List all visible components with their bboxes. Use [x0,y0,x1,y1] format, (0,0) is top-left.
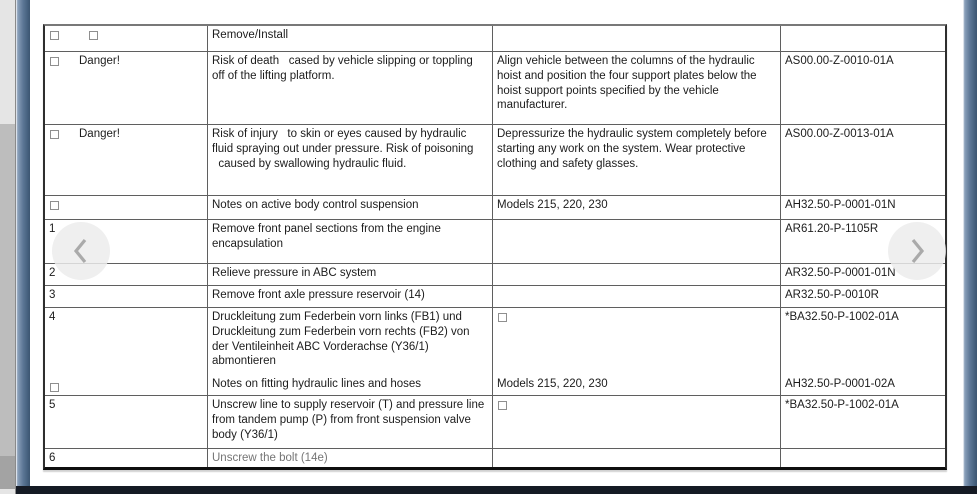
cell-marker [45,52,207,124]
table-row [45,52,945,125]
cell-text: Notes on fitting hydraulic lines and hoses [212,378,422,391]
chevron-left-icon [70,235,92,267]
cell-text: Unscrew the bolt (14e) [212,452,328,464]
cell-marker [45,449,207,467]
cell-description [207,308,492,395]
cell-remedy [492,220,780,263]
window-bottom-bar [16,486,977,494]
cell-document-number [780,308,945,395]
table-row [45,264,945,286]
cell-description [207,220,492,263]
cell-text: 6 [49,452,56,464]
cell-description [207,125,492,195]
marker-label: Danger! [79,55,120,67]
cell-text: Druckleitung zum Federbein vorn links (FB1) und Druckleitung zum Federbein vorn rechts (FB2) von der Ventileinheit ABC Vorderachse (Y36/1) abmontieren [212,311,473,368]
cell-document-number [780,26,945,51]
window-edge-left-bar [16,0,30,494]
cell-marker [45,196,207,219]
cell-text: AR32.50-P-0001-01N [785,267,896,279]
cell-remedy [492,52,780,124]
cell-marker [45,286,207,307]
marker-label: Danger! [79,128,120,140]
row-checkbox[interactable] [89,31,98,40]
table-row [45,125,945,196]
cell-text: *BA32.50-P-1002-01A [785,399,899,411]
row-checkbox[interactable] [50,130,59,139]
cell-description [207,196,492,219]
table-row [45,286,945,308]
cell-text: AS00.00-Z-0010-01A [785,55,894,67]
left-scrollbar-thumb[interactable] [0,124,15,456]
cell-text: Align vehicle between the columns of the hydraulic hoist and position the four support plates below the hoist support points specified by the vehicle manufacturer. [497,55,760,112]
cell-text: Notes on active body control suspension [212,199,419,211]
cell-text: Relieve pressure in ABC system [212,267,377,279]
prev-page-button[interactable] [52,222,110,280]
cell-remedy [492,449,780,467]
cell-document-number [780,449,945,467]
cell-text: Models 215, 220, 230 [497,378,608,391]
cell-remedy [492,26,780,51]
document-page [30,0,963,486]
cell-text: Depressurize the hydraulic system completely before starting any work on the system. Wear protective clothing and safety glasses. [497,128,770,170]
cell-description [207,26,492,51]
cell-description [207,396,492,448]
cell-description [207,286,492,307]
row-checkbox[interactable] [498,313,507,322]
table-row [45,308,945,396]
cell-document-number [780,52,945,124]
chevron-right-icon [906,235,928,267]
cell-text: 2 [49,267,56,279]
row-checkbox[interactable] [50,31,59,40]
cell-text: AH32.50-P-0001-01N [785,199,896,211]
cell-document-number [780,286,945,307]
cell-remedy [492,396,780,448]
cell-document-number [780,125,945,195]
cell-document-number [780,196,945,219]
table-row [45,26,945,52]
next-page-button[interactable] [888,222,946,280]
cell-remedy [492,308,780,395]
cell-description [207,264,492,285]
table-row [45,196,945,220]
cell-text: Risk of death cased by vehicle slipping or toppling off of the lifting platform. [212,55,477,82]
cell-marker [45,26,207,51]
table-row [45,220,945,264]
cell-description [207,449,492,467]
cell-marker [45,308,207,395]
cell-text: Remove/Install [212,29,289,41]
cell-text: 1 [49,223,56,235]
cell-text: *BA32.50-P-1002-01A [785,311,899,323]
cell-description [207,52,492,124]
cell-text: 4 [49,311,56,323]
cell-remedy [492,125,780,195]
cell-text: Remove front panel sections from the engine encapsulation [212,223,445,250]
cell-marker [45,125,207,195]
procedure-table [43,24,947,470]
left-scrollbar-track[interactable] [0,0,16,494]
cell-text: Models 215, 220, 230 [497,199,608,211]
cell-remedy [492,196,780,219]
cell-text: Unscrew line to supply reservoir (T) and pressure line from tandem pump (P) from front suspension valve body (Y36/1) [212,399,488,441]
cell-remedy [492,286,780,307]
table-row [45,396,945,449]
row-checkbox[interactable] [50,201,59,210]
cell-text: AR61.20-P-1105R [785,223,879,235]
cell-text: 5 [49,399,56,411]
row-checkbox[interactable] [50,383,59,392]
cell-text: Remove front axle pressure reservoir (14) [212,289,425,301]
cell-text: Risk of injury to skin or eyes caused by hydraulic fluid spraying out under pressure. Risk of poisoning caused by swallowing hydraulic fluid. [212,128,477,170]
cell-text: AR32.50-P-0010R [785,289,879,301]
table-row [45,449,945,467]
cell-text: 3 [49,289,56,301]
row-checkbox[interactable] [50,57,59,66]
cell-text: AS00.00-Z-0013-01A [785,128,894,140]
left-scrollbar-end[interactable] [0,456,15,489]
cell-text: AH32.50-P-0001-02A [785,378,895,391]
cell-document-number [780,396,945,448]
window-edge-right-bar [963,0,977,494]
cell-marker [45,396,207,448]
row-checkbox[interactable] [498,401,507,410]
cell-remedy [492,264,780,285]
